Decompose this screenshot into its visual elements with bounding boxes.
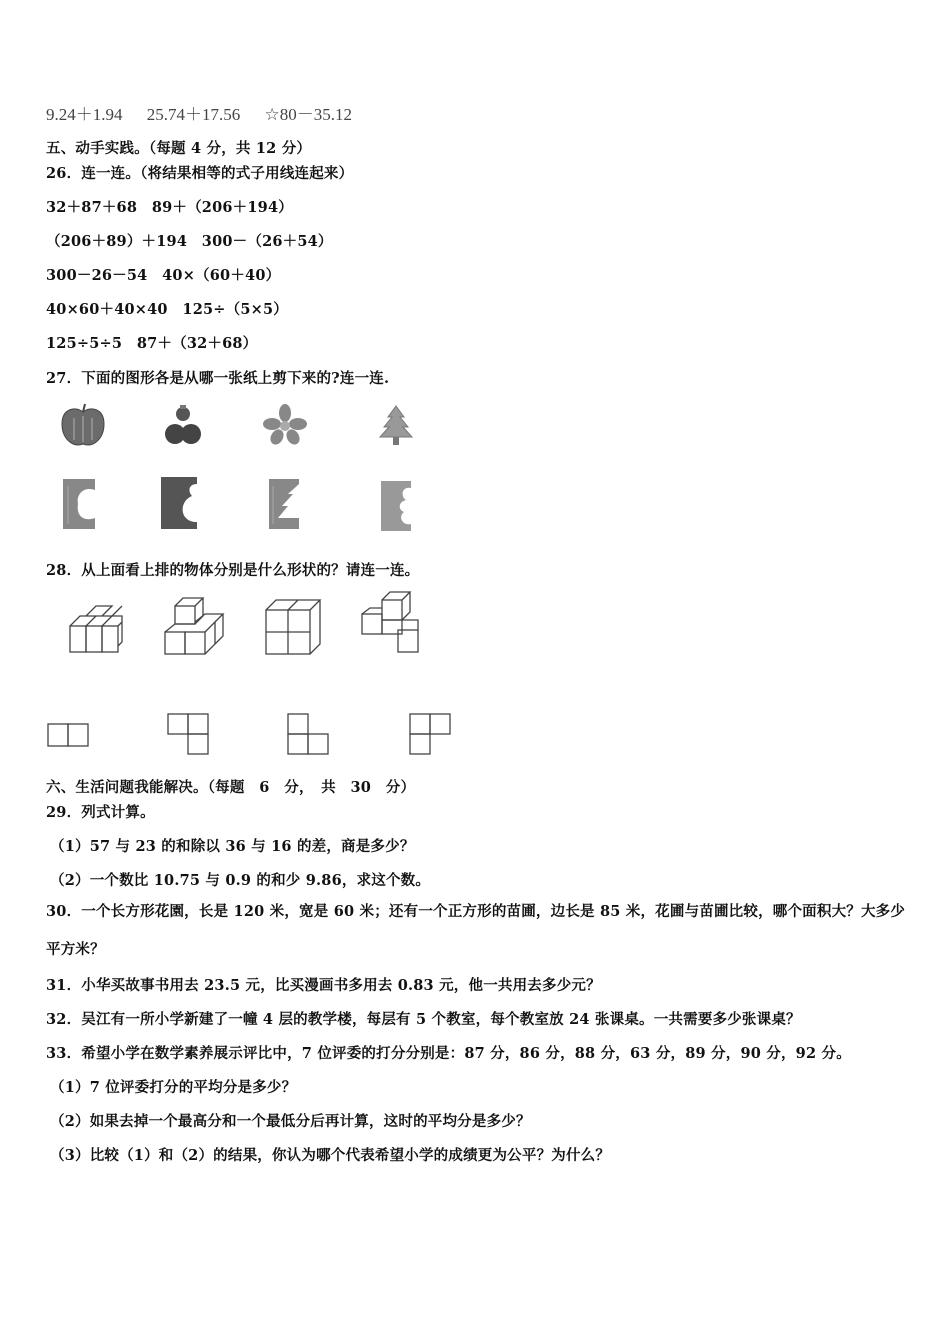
q29-part1: （1）57 与 23 的和除以 36 与 16 的差，商是多少？ [50,838,415,855]
paper-with-tree-half-hole-icon [268,478,300,530]
four-cubes-square-stack-icon [262,598,324,658]
four-cubes-stepped-stack-icon [358,590,424,656]
expr-1: 9.24＋1.94 [46,105,123,124]
gourd-cutout-icon [163,402,203,450]
q26-row: 32＋87＋68 89＋（206＋194） [46,199,293,216]
q32-text: 32．吴江有一所小学新建了一幢 4 层的教学楼，每层有 5 个教室，每个教室放 24 张课桌。一共需要多少张课桌？ [46,1011,801,1028]
three-squares-l-icon [166,712,212,758]
q26-row: （206＋89）＋194 300－（26＋54） [46,233,333,250]
two-squares-row-icon [46,720,92,750]
paper-with-flower-half-hole-icon [380,480,412,532]
q28-title: 28．从上面看上排的物体分别是什么形状的？请连一连。 [46,562,420,579]
q33-part3: （3）比较（1）和（2）的结果，你认为哪个代表希望小学的成绩更为公平？为什么？ [50,1147,611,1164]
q27-title: 27．下面的图形各是从哪一张纸上剪下来的?连一连. [46,370,390,387]
section6-title: 六、生活问题我能解决。（每题 6 分， 共 30 分） [46,779,416,796]
q33-part1: （1）7 位评委打分的平均分是多少？ [50,1079,297,1096]
q33-part2: （2）如果去掉一个最高分和一个最低分后再计算，这时的平均分是多少？ [50,1113,531,1130]
expr-3: ☆80－35.12 [264,105,352,124]
q31-text: 31．小华买故事书用去 23.5 元，比买漫画书多用去 0.83 元，他一共用去多少元？ [46,977,601,994]
three-squares-l-bottom-icon [286,712,332,758]
expr-2: 25.74＋17.56 [146,105,241,124]
three-cubes-row-icon [66,602,126,656]
flower-cutout-icon [262,404,308,446]
q26-row: 40×60＋40×40 125÷（5×5） [46,301,288,318]
apple-cutout-icon [58,402,108,450]
tree-cutout-icon [376,404,416,446]
q26-row: 300－26－54 40×（60＋40） [46,267,281,284]
q33-text: 33．希望小学在数学素养展示评比中，7 位评委的打分分别是：87 分，86 分，88 分，63 分，89 分，90 分，92 分。 [46,1045,851,1062]
q30-text: 30．一个长方形花園，长是 120 米，宽是 60 米；还有一个正方形的苗圃，边长是 85 米，花圃与苗圃比较，哪个面积大？大多少平方米？ [46,903,906,958]
q26-row: 125÷5÷5 87＋（32＋68） [46,335,258,352]
paper-with-apple-half-hole-icon [62,478,96,530]
top-expressions [46,100,372,125]
q26-title: 26．连一连。（将结果相等的式子用线连起来） [46,165,354,182]
section5-title: 五、动手实践。（每题 4 分，共 12 分） [46,140,312,157]
four-cubes-l-stack-icon [161,596,227,658]
q29-title: 29．列式计算。 [46,804,155,821]
q29-part2: （2）一个数比 10.75 与 0.9 的和少 9.86，求这个数。 [50,872,431,889]
paper-with-gourd-half-hole-icon [160,476,198,530]
three-squares-l-top-icon [408,712,454,758]
